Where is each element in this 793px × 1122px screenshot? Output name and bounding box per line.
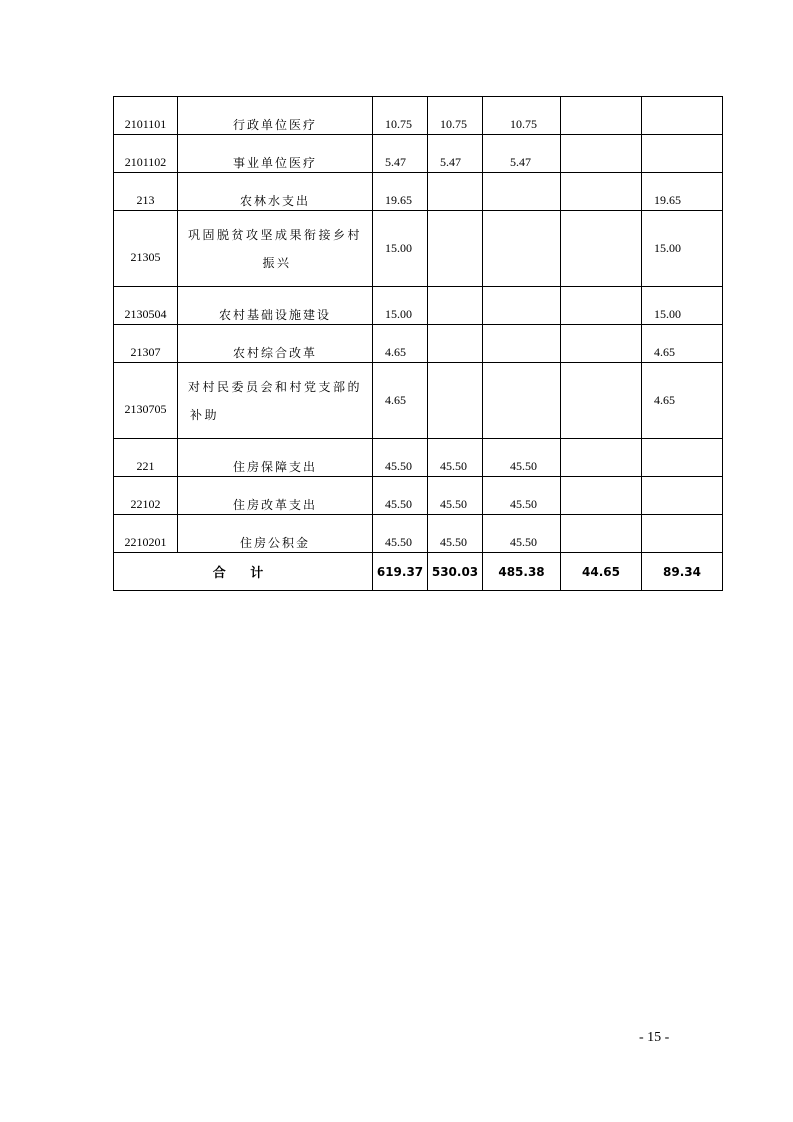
- public-use-expenditure-cell: [561, 173, 642, 211]
- table-row: [114, 325, 723, 363]
- total-cell: 15.00: [373, 211, 428, 287]
- project-expenditure-cell: [642, 135, 723, 173]
- project-expenditure-cell: 15.00: [642, 211, 723, 287]
- personnel-expenditure-cell: 5.47: [483, 135, 561, 173]
- public-use-expenditure-cell: [561, 135, 642, 173]
- project-expenditure-cell: 4.65: [642, 363, 723, 439]
- subject-name-cell: [178, 211, 373, 287]
- basic-expenditure-cell: 5.47: [428, 135, 483, 173]
- basic-expenditure-cell: 45.50: [428, 515, 483, 553]
- public-use-expenditure-cell: [561, 439, 642, 477]
- public-use-expenditure-cell: [561, 325, 642, 363]
- personnel-expenditure-cell: [483, 211, 561, 287]
- total-project-cell: 89.34: [642, 553, 723, 591]
- total-label: 合 计: [114, 553, 373, 591]
- project-expenditure-cell: [642, 477, 723, 515]
- subject-code-cell: 213: [114, 173, 178, 211]
- basic-expenditure-cell: [428, 287, 483, 325]
- total-personnel-cell: 485.38: [483, 553, 561, 591]
- subject-name-line1: 对村民委员会和村党支部的: [188, 379, 363, 394]
- subject-name-cell: 行政单位医疗: [178, 97, 373, 135]
- project-expenditure-cell: [642, 515, 723, 553]
- subject-code-cell: 2101102: [114, 135, 178, 173]
- table-row: [114, 439, 723, 477]
- subject-name-line2: 补助: [190, 407, 220, 422]
- total-cell: 19.65: [373, 173, 428, 211]
- personnel-expenditure-cell: 45.50: [483, 439, 561, 477]
- personnel-expenditure-cell: [483, 325, 561, 363]
- personnel-expenditure-cell: 45.50: [483, 477, 561, 515]
- basic-expenditure-cell: 45.50: [428, 477, 483, 515]
- page-number: - 15 -: [639, 1030, 670, 1045]
- table-row: [114, 363, 723, 439]
- subject-name-cell: 农村基础设施建设: [178, 287, 373, 325]
- project-expenditure-cell: 15.00: [642, 287, 723, 325]
- subject-code-cell: 221: [114, 439, 178, 477]
- total-public-use-cell: 44.65: [561, 553, 642, 591]
- public-use-expenditure-cell: [561, 363, 642, 439]
- project-expenditure-cell: [642, 97, 723, 135]
- table-row: [114, 173, 723, 211]
- table-row: [114, 477, 723, 515]
- total-cell: 10.75: [373, 97, 428, 135]
- subject-code-cell: 22102: [114, 477, 178, 515]
- project-expenditure-cell: 19.65: [642, 173, 723, 211]
- subject-name-cell: 住房保障支出: [178, 439, 373, 477]
- total-cell: 45.50: [373, 439, 428, 477]
- subject-code-cell: 2130705: [114, 363, 178, 439]
- subject-name-line2: 振兴: [262, 255, 292, 270]
- subject-name-cell: 住房改革支出: [178, 477, 373, 515]
- personnel-expenditure-cell: 45.50: [483, 515, 561, 553]
- total-cell: 45.50: [373, 515, 428, 553]
- personnel-expenditure-cell: [483, 363, 561, 439]
- budget-expenditure-table: [113, 96, 723, 591]
- personnel-expenditure-cell: [483, 173, 561, 211]
- total-cell: 4.65: [373, 325, 428, 363]
- total-cell: 15.00: [373, 287, 428, 325]
- total-basic-cell: 530.03: [428, 553, 483, 591]
- total-cell: 5.47: [373, 135, 428, 173]
- subject-code-cell: 2210201: [114, 515, 178, 553]
- basic-expenditure-cell: [428, 363, 483, 439]
- subject-name-cell: 农林水支出: [178, 173, 373, 211]
- subject-code-cell: 2130504: [114, 287, 178, 325]
- subject-name-cell: 住房公积金: [178, 515, 373, 553]
- public-use-expenditure-cell: [561, 287, 642, 325]
- total-row: [114, 553, 723, 591]
- personnel-expenditure-cell: 10.75: [483, 97, 561, 135]
- table-row: [114, 97, 723, 135]
- table-row: [114, 135, 723, 173]
- basic-expenditure-cell: 10.75: [428, 97, 483, 135]
- public-use-expenditure-cell: [561, 515, 642, 553]
- subject-name-cell: 农村综合改革: [178, 325, 373, 363]
- table-row: [114, 287, 723, 325]
- basic-expenditure-cell: [428, 211, 483, 287]
- subject-name-cell: 事业单位医疗: [178, 135, 373, 173]
- subject-code-cell: 21305: [114, 211, 178, 287]
- basic-expenditure-cell: [428, 325, 483, 363]
- basic-expenditure-cell: 45.50: [428, 439, 483, 477]
- subject-name-line1: 巩固脱贫攻坚成果衔接乡村: [188, 227, 363, 242]
- table-row: [114, 211, 723, 287]
- public-use-expenditure-cell: [561, 477, 642, 515]
- project-expenditure-cell: 4.65: [642, 325, 723, 363]
- table-row: [114, 515, 723, 553]
- subject-code-cell: 21307: [114, 325, 178, 363]
- basic-expenditure-cell: [428, 173, 483, 211]
- project-expenditure-cell: [642, 439, 723, 477]
- total-cell: 4.65: [373, 363, 428, 439]
- personnel-expenditure-cell: [483, 287, 561, 325]
- public-use-expenditure-cell: [561, 97, 642, 135]
- total-sum-cell: 619.37: [373, 553, 428, 591]
- subject-code-cell: 2101101: [114, 97, 178, 135]
- public-use-expenditure-cell: [561, 211, 642, 287]
- total-cell: 45.50: [373, 477, 428, 515]
- subject-name-cell: [178, 363, 373, 439]
